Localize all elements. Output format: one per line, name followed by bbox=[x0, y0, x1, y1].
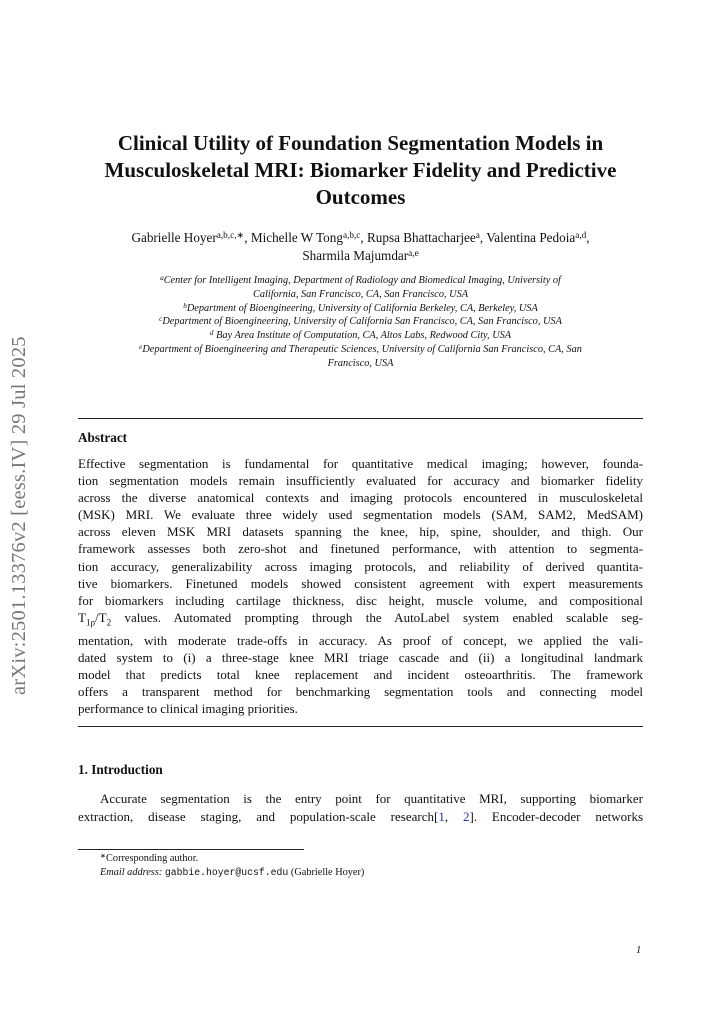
paper-title bbox=[78, 130, 643, 211]
author-affiliation-marks: a,b,c,∗ bbox=[216, 229, 245, 240]
abstract-line: Effective segmentation is fundamental for quantitative medical imaging; however, founda- bbox=[78, 456, 643, 471]
intro-line: Accurate segmentation is the entry point for quantitative MRI, supporting biomarker bbox=[100, 791, 643, 806]
author-name: Valentina Pedoia bbox=[486, 230, 576, 245]
affiliation: $^c$Department of Bioengineering, University of California San Francisco, CA, San Francisco, USA bbox=[159, 315, 562, 328]
title-line: Clinical Utility of Foundation Segmentation Models in bbox=[117, 131, 604, 155]
abstract-bottom-rule bbox=[78, 726, 643, 727]
abstract-heading: Abstract bbox=[78, 430, 128, 445]
intro-line: extraction, disease staging, and population-scale research[1, 2]. Encoder-decoder networks bbox=[78, 809, 643, 824]
subscript: 2 bbox=[106, 617, 112, 628]
abstract-line: mentation, with moderate trade-offs in accuracy. As proof of concept, we applied the vali- bbox=[78, 632, 643, 648]
citation-link[interactable]: 2 bbox=[462, 809, 470, 824]
author-name: Michelle W Tong bbox=[250, 230, 343, 245]
footnote-email: Email address: gabbie.hoyer@ucsf.edu (Gabrielle Hoyer) bbox=[100, 867, 365, 879]
page-number: 1 bbox=[636, 945, 642, 956]
affiliation-continued: Francisco, USA bbox=[327, 357, 394, 369]
footnote bbox=[100, 852, 364, 881]
author-name: Rupsa Bhattacharjee bbox=[367, 230, 476, 245]
affiliation: $^a$Center for Intelligent Imaging, Department of Radiology and Biomedical Imaging, University of bbox=[160, 273, 561, 286]
abstract-line: tive biomarkers. Finetuned models showed consistent agreement with expert measurements bbox=[78, 575, 643, 591]
introduction-text bbox=[78, 790, 643, 826]
abstract-line: model that predicts total knee replacement and incident osteoarthritis. The framework bbox=[78, 666, 643, 682]
affiliation-list bbox=[70, 274, 651, 371]
abstract-line: tion accuracy, generalizability across imaging protocols, and reliability of derived quantita- bbox=[78, 558, 643, 574]
email-address[interactable]: gabbie.hoyer@ucsf.edu bbox=[164, 867, 289, 879]
abstract-line: (MSK) MRI. We evaluate three widely used segmentation models (SAM, SAM2, MedSAM) bbox=[78, 507, 643, 523]
abstract-line: dated system to (i) a three-stage knee MRI triage cascade and (ii) a longitudinal landmark bbox=[78, 649, 643, 665]
abstract-line: tion segmentation models remain insufficiently evaluated for accuracy and biomarker fidelity bbox=[78, 473, 643, 489]
subscript: 1ρ bbox=[85, 617, 96, 628]
author-name: Gabrielle Hoyer bbox=[131, 230, 217, 245]
author-list bbox=[78, 229, 643, 265]
author-line bbox=[78, 247, 643, 265]
author-affiliation-marks: a,b,c bbox=[342, 229, 361, 240]
abstract-text bbox=[78, 455, 643, 717]
author-name: Sharmila Majumdar bbox=[302, 248, 409, 263]
arxiv-identifier: arXiv:2501.13376v2 [eess.IV] 29 Jul 2025 bbox=[8, 336, 30, 695]
abstract-line: performance to clinical imaging priorities. bbox=[78, 700, 298, 716]
author-line: Gabrielle Hoyer$^{a,b,c,∗}$, Michelle W Tong$^{a,b,c}$, Rupsa Bhattacharjee$^a$, Valentina Pedoia$^{a,d}$, bbox=[131, 229, 590, 245]
affiliation: $^e$Department of Bioengineering and Therapeutic Sciences, University of California San Francisco, CA, San bbox=[139, 342, 582, 355]
affiliation: $^b$Department of Bioengineering, University of California Berkeley, CA, Berkeley, USA bbox=[183, 301, 538, 314]
author-affiliation-marks: a,e bbox=[408, 247, 419, 258]
abstract-line: across eleven MSK MRI datasets spanning the knee, hip, spine, shoulder, and thigh. Our bbox=[78, 524, 643, 540]
title-line: Musculoskeletal MRI: Biomarker Fidelity and Predictive bbox=[104, 158, 617, 182]
title-line: Outcomes bbox=[315, 185, 406, 209]
section-heading-introduction: 1. Introduction bbox=[78, 762, 163, 777]
footnote-rule bbox=[78, 849, 304, 850]
abstract-line: for biomarkers including cartilage thickness, disc height, muscle volume, and compositional bbox=[78, 592, 643, 608]
abstract-line: offers a transparent method for benchmarking segmentation tools and connecting model bbox=[78, 683, 643, 699]
affiliation-continued: California, San Francisco, CA, San Francisco, USA bbox=[252, 288, 469, 300]
affiliation: $^d$ Bay Area Institute of Computation, CA, Altos Labs, Redwood City, USA bbox=[209, 328, 512, 342]
author-affiliation-marks: a bbox=[475, 229, 480, 240]
author-affiliation-marks: a,d bbox=[575, 229, 587, 240]
abstract-line: across the diverse anatomical contexts and imaging protocols encountered in musculoskeletal bbox=[78, 490, 643, 506]
abstract-top-rule bbox=[78, 418, 643, 419]
abstract-line: framework assesses both zero-shot and finetuned performance, with attention to segmenta- bbox=[78, 541, 643, 557]
abstract-line: $T_{1\rho}/T_2$ values. Automated prompting through the AutoLabel system enabled scalable seg- bbox=[78, 609, 643, 628]
citation-link[interactable]: 1 bbox=[438, 809, 445, 824]
footnote-corresponding: ∗Corresponding author. bbox=[100, 851, 199, 864]
